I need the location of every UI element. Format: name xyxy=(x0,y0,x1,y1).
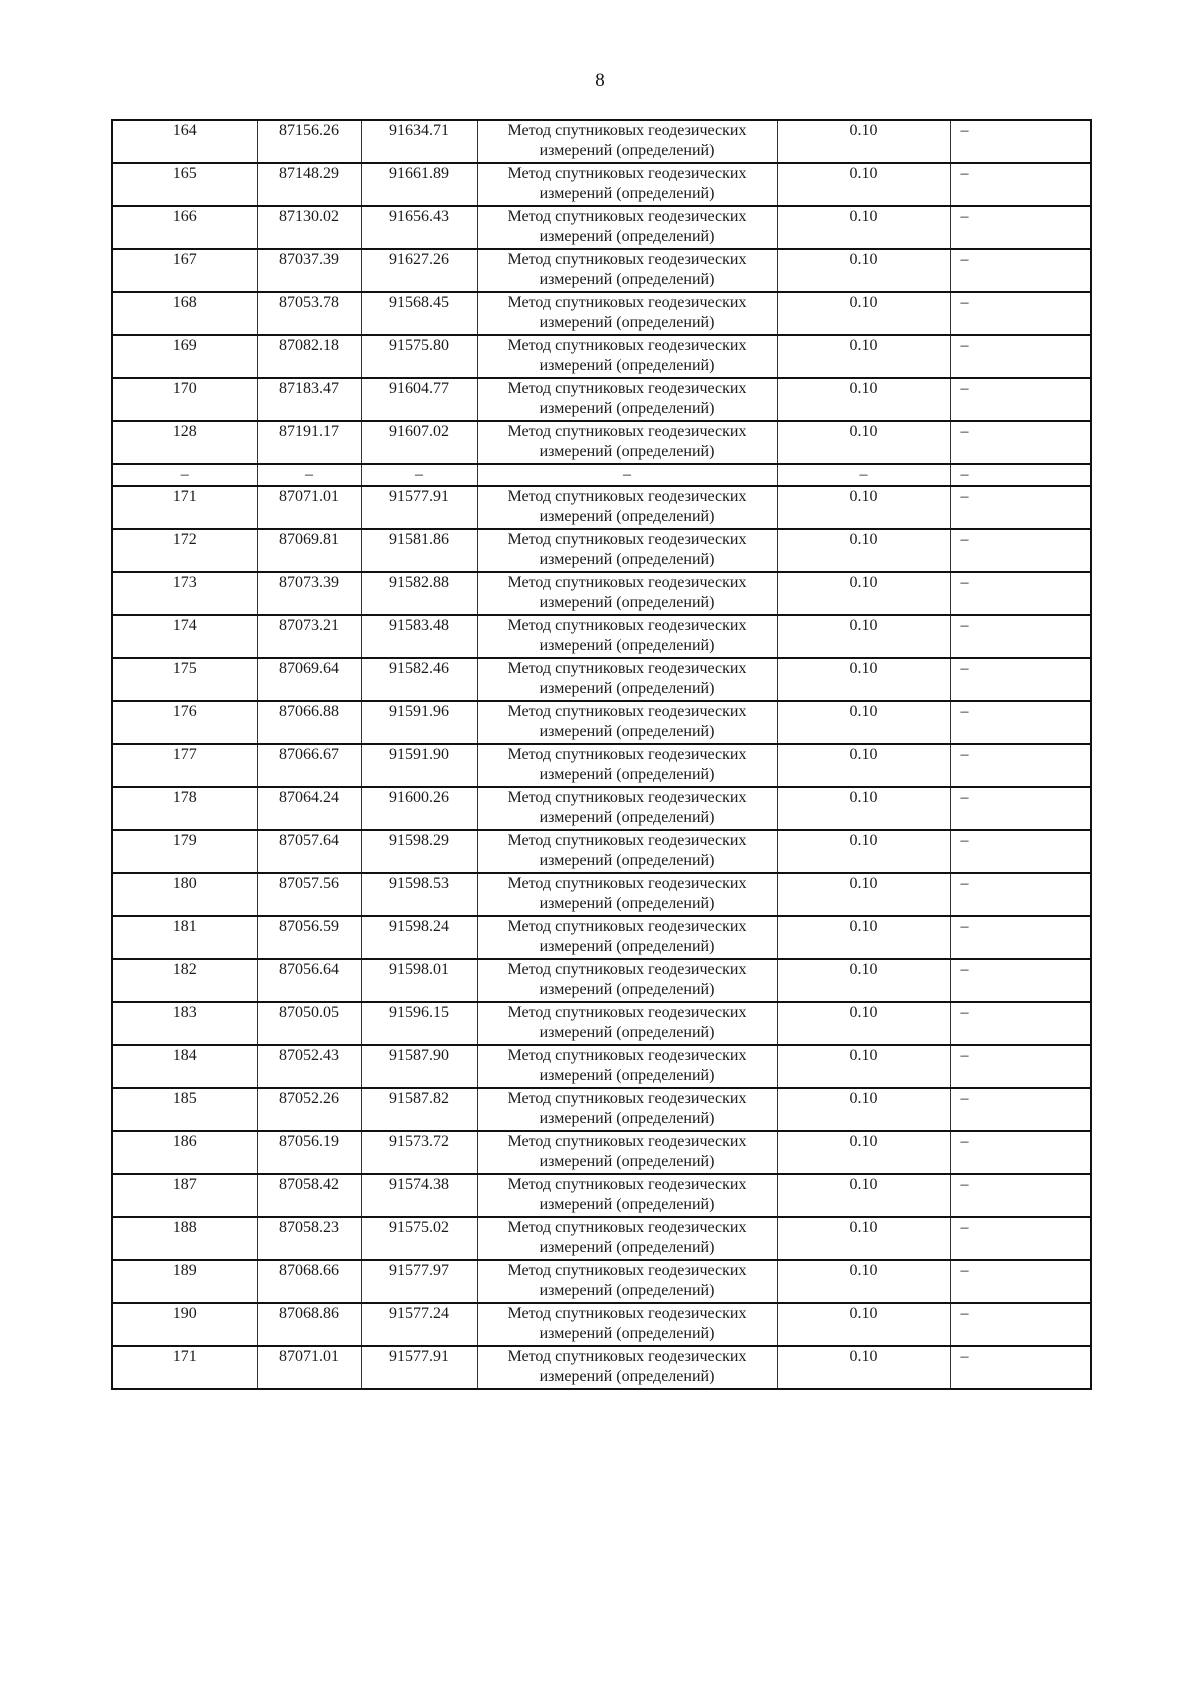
table-row xyxy=(112,292,1091,335)
accuracy-cell: 0.10 xyxy=(777,1303,950,1346)
y-coordinate-cell: 91577.91 xyxy=(361,1346,477,1389)
note-cell: – xyxy=(950,744,1091,787)
y-coordinate-cell: 91577.24 xyxy=(361,1303,477,1346)
point-number-cell: 181 xyxy=(112,916,257,959)
x-coordinate-cell: 87191.17 xyxy=(257,421,361,464)
accuracy-cell: 0.10 xyxy=(777,1002,950,1045)
point-number-cell: 177 xyxy=(112,744,257,787)
point-number-cell: 190 xyxy=(112,1303,257,1346)
method-line-1: Метод спутниковых геодезических xyxy=(507,1047,747,1064)
accuracy-cell: 0.10 xyxy=(777,1131,950,1174)
method-cell xyxy=(477,464,777,486)
method-cell xyxy=(477,1260,777,1303)
table-row xyxy=(112,1002,1091,1045)
method-line-1: Метод спутниковых геодезических xyxy=(507,165,747,182)
x-coordinate-cell: 87052.43 xyxy=(257,1045,361,1088)
accuracy-cell: 0.10 xyxy=(777,206,950,249)
y-coordinate-cell: 91607.02 xyxy=(361,421,477,464)
x-coordinate-cell: 87082.18 xyxy=(257,335,361,378)
y-coordinate-cell: 91600.26 xyxy=(361,787,477,830)
y-coordinate-cell: 91575.02 xyxy=(361,1217,477,1260)
method-cell xyxy=(477,1303,777,1346)
accuracy-cell: – xyxy=(777,464,950,486)
method-line-1: Метод спутниковых геодезических xyxy=(507,1090,747,1107)
note-cell: – xyxy=(950,421,1091,464)
note-cell: – xyxy=(950,701,1091,744)
accuracy-cell: 0.10 xyxy=(777,916,950,959)
y-coordinate-cell: 91577.91 xyxy=(361,486,477,529)
method-line-1: Метод спутниковых геодезических xyxy=(507,961,747,978)
method-cell xyxy=(477,421,777,464)
x-coordinate-cell: 87052.26 xyxy=(257,1088,361,1131)
table-row xyxy=(112,378,1091,421)
method-line-2: измерений (определений) xyxy=(539,1024,715,1041)
method-cell xyxy=(477,1174,777,1217)
table-row xyxy=(112,916,1091,959)
point-number-cell: 176 xyxy=(112,701,257,744)
accuracy-cell: 0.10 xyxy=(777,959,950,1002)
y-coordinate-cell: 91598.24 xyxy=(361,916,477,959)
method-cell xyxy=(477,529,777,572)
method-cell xyxy=(477,120,777,163)
y-coordinate-cell: 91587.82 xyxy=(361,1088,477,1131)
method-cell xyxy=(477,873,777,916)
method-line-1: Метод спутниковых геодезических xyxy=(507,251,747,268)
y-coordinate-cell: 91656.43 xyxy=(361,206,477,249)
table-row xyxy=(112,787,1091,830)
table-row xyxy=(112,959,1091,1002)
x-coordinate-cell: 87071.01 xyxy=(257,1346,361,1389)
method-line-2: измерений (определений) xyxy=(539,1368,715,1385)
method-line-1: Метод спутниковых геодезических xyxy=(507,875,747,892)
point-number-cell: 167 xyxy=(112,249,257,292)
x-coordinate-cell: 87058.42 xyxy=(257,1174,361,1217)
table-row xyxy=(112,701,1091,744)
note-cell: – xyxy=(950,873,1091,916)
method-line-1: Метод спутниковых геодезических xyxy=(507,1305,747,1322)
x-coordinate-cell: 87050.05 xyxy=(257,1002,361,1045)
accuracy-cell: 0.10 xyxy=(777,701,950,744)
accuracy-cell: 0.10 xyxy=(777,1045,950,1088)
y-coordinate-cell: 91627.26 xyxy=(361,249,477,292)
method-line-1: – xyxy=(623,466,631,483)
method-line-2: измерений (определений) xyxy=(539,852,715,869)
x-coordinate-cell: 87073.39 xyxy=(257,572,361,615)
table-row xyxy=(112,120,1091,163)
point-number-cell: 182 xyxy=(112,959,257,1002)
method-line-1: Метод спутниковых геодезических xyxy=(507,488,747,505)
method-line-1: Метод спутниковых геодезических xyxy=(507,337,747,354)
x-coordinate-cell: 87066.88 xyxy=(257,701,361,744)
y-coordinate-cell: 91598.29 xyxy=(361,830,477,873)
x-coordinate-cell: 87156.26 xyxy=(257,120,361,163)
note-cell: – xyxy=(950,916,1091,959)
point-number-cell: 168 xyxy=(112,292,257,335)
method-cell xyxy=(477,1088,777,1131)
method-cell xyxy=(477,701,777,744)
note-cell: – xyxy=(950,464,1091,486)
method-cell xyxy=(477,292,777,335)
method-line-2: измерений (определений) xyxy=(539,551,715,568)
method-line-1: Метод спутниковых геодезических xyxy=(507,294,747,311)
note-cell: – xyxy=(950,292,1091,335)
x-coordinate-cell: 87148.29 xyxy=(257,163,361,206)
accuracy-cell: 0.10 xyxy=(777,378,950,421)
method-line-1: Метод спутниковых геодезических xyxy=(507,531,747,548)
x-coordinate-cell: 87066.67 xyxy=(257,744,361,787)
accuracy-cell: 0.10 xyxy=(777,529,950,572)
method-line-2: измерений (определений) xyxy=(539,680,715,697)
method-cell xyxy=(477,1045,777,1088)
note-cell: – xyxy=(950,615,1091,658)
method-cell xyxy=(477,658,777,701)
point-number-cell: – xyxy=(112,464,257,486)
accuracy-cell: 0.10 xyxy=(777,163,950,206)
method-line-2: измерений (определений) xyxy=(539,766,715,783)
method-line-1: Метод спутниковых геодезических xyxy=(507,1176,747,1193)
x-coordinate-cell: 87069.81 xyxy=(257,529,361,572)
method-line-1: Метод спутниковых геодезических xyxy=(507,918,747,935)
table-body xyxy=(112,120,1091,1389)
point-number-cell: 165 xyxy=(112,163,257,206)
accuracy-cell: 0.10 xyxy=(777,1088,950,1131)
note-cell: – xyxy=(950,249,1091,292)
x-coordinate-cell: 87056.64 xyxy=(257,959,361,1002)
x-coordinate-cell: 87057.64 xyxy=(257,830,361,873)
method-line-1: Метод спутниковых геодезических xyxy=(507,660,747,677)
method-line-1: Метод спутниковых геодезических xyxy=(507,746,747,763)
point-number-cell: 171 xyxy=(112,1346,257,1389)
note-cell: – xyxy=(950,378,1091,421)
accuracy-cell: 0.10 xyxy=(777,1174,950,1217)
table-row xyxy=(112,1131,1091,1174)
method-line-2: измерений (определений) xyxy=(539,357,715,374)
method-cell xyxy=(477,249,777,292)
x-coordinate-cell: 87068.86 xyxy=(257,1303,361,1346)
method-line-2: измерений (определений) xyxy=(539,1239,715,1256)
method-cell xyxy=(477,163,777,206)
table-row xyxy=(112,830,1091,873)
coordinates-table xyxy=(111,119,1092,1390)
note-cell: – xyxy=(950,572,1091,615)
x-coordinate-cell: 87058.23 xyxy=(257,1217,361,1260)
method-cell xyxy=(477,572,777,615)
note-cell: – xyxy=(950,658,1091,701)
accuracy-cell: 0.10 xyxy=(777,120,950,163)
method-line-2: измерений (определений) xyxy=(539,1282,715,1299)
accuracy-cell: 0.10 xyxy=(777,486,950,529)
method-line-2: измерений (определений) xyxy=(539,938,715,955)
point-number-cell: 179 xyxy=(112,830,257,873)
method-line-2: измерений (определений) xyxy=(539,443,715,460)
method-line-2: измерений (определений) xyxy=(539,142,715,159)
x-coordinate-cell: 87053.78 xyxy=(257,292,361,335)
method-line-2: измерений (определений) xyxy=(539,1110,715,1127)
accuracy-cell: 0.10 xyxy=(777,787,950,830)
accuracy-cell: 0.10 xyxy=(777,744,950,787)
point-number-cell: 170 xyxy=(112,378,257,421)
accuracy-cell: 0.10 xyxy=(777,1260,950,1303)
method-cell xyxy=(477,1217,777,1260)
point-number-cell: 166 xyxy=(112,206,257,249)
x-coordinate-cell: 87183.47 xyxy=(257,378,361,421)
x-coordinate-cell: 87037.39 xyxy=(257,249,361,292)
y-coordinate-cell: 91598.01 xyxy=(361,959,477,1002)
method-cell xyxy=(477,1002,777,1045)
point-number-cell: 183 xyxy=(112,1002,257,1045)
x-coordinate-cell: 87069.64 xyxy=(257,658,361,701)
note-cell: – xyxy=(950,1303,1091,1346)
method-line-2: измерений (определений) xyxy=(539,1196,715,1213)
table-row xyxy=(112,744,1091,787)
y-coordinate-cell: 91596.15 xyxy=(361,1002,477,1045)
note-cell: – xyxy=(950,163,1091,206)
page-number: 8 xyxy=(595,70,605,91)
point-number-cell: 174 xyxy=(112,615,257,658)
x-coordinate-cell: 87056.59 xyxy=(257,916,361,959)
method-line-1: Метод спутниковых геодезических xyxy=(507,703,747,720)
y-coordinate-cell: 91575.80 xyxy=(361,335,477,378)
method-cell xyxy=(477,744,777,787)
table-row xyxy=(112,529,1091,572)
method-line-2: измерений (определений) xyxy=(539,508,715,525)
accuracy-cell: 0.10 xyxy=(777,292,950,335)
note-cell: – xyxy=(950,1217,1091,1260)
y-coordinate-cell: 91577.97 xyxy=(361,1260,477,1303)
point-number-cell: 187 xyxy=(112,1174,257,1217)
method-cell xyxy=(477,1131,777,1174)
point-number-cell: 188 xyxy=(112,1217,257,1260)
table-row xyxy=(112,615,1091,658)
note-cell: – xyxy=(950,1346,1091,1389)
accuracy-cell: 0.10 xyxy=(777,830,950,873)
method-line-1: Метод спутниковых геодезических xyxy=(507,1004,747,1021)
point-number-cell: 171 xyxy=(112,486,257,529)
note-cell: – xyxy=(950,1174,1091,1217)
method-cell xyxy=(477,916,777,959)
method-line-1: Метод спутниковых геодезических xyxy=(507,380,747,397)
table-row xyxy=(112,1346,1091,1389)
table-row xyxy=(112,572,1091,615)
table-separator-row xyxy=(112,464,1091,486)
accuracy-cell: 0.10 xyxy=(777,1346,950,1389)
method-line-1: Метод спутниковых геодезических xyxy=(507,574,747,591)
method-line-2: измерений (определений) xyxy=(539,1067,715,1084)
y-coordinate-cell: 91574.38 xyxy=(361,1174,477,1217)
y-coordinate-cell: – xyxy=(361,464,477,486)
x-coordinate-cell: 87056.19 xyxy=(257,1131,361,1174)
y-coordinate-cell: 91634.71 xyxy=(361,120,477,163)
table-row xyxy=(112,249,1091,292)
method-cell xyxy=(477,335,777,378)
method-cell xyxy=(477,787,777,830)
method-line-2: измерений (определений) xyxy=(539,637,715,654)
method-cell xyxy=(477,486,777,529)
method-line-2: измерений (определений) xyxy=(539,809,715,826)
y-coordinate-cell: 91583.48 xyxy=(361,615,477,658)
y-coordinate-cell: 91604.77 xyxy=(361,378,477,421)
y-coordinate-cell: 91581.86 xyxy=(361,529,477,572)
method-cell xyxy=(477,959,777,1002)
method-line-2: измерений (определений) xyxy=(539,594,715,611)
note-cell: – xyxy=(950,830,1091,873)
point-number-cell: 164 xyxy=(112,120,257,163)
point-number-cell: 169 xyxy=(112,335,257,378)
accuracy-cell: 0.10 xyxy=(777,421,950,464)
note-cell: – xyxy=(950,486,1091,529)
table-row xyxy=(112,421,1091,464)
table-row xyxy=(112,335,1091,378)
table-row xyxy=(112,1088,1091,1131)
method-line-2: измерений (определений) xyxy=(539,1325,715,1342)
y-coordinate-cell: 91582.88 xyxy=(361,572,477,615)
point-number-cell: 128 xyxy=(112,421,257,464)
accuracy-cell: 0.10 xyxy=(777,249,950,292)
note-cell: – xyxy=(950,335,1091,378)
accuracy-cell: 0.10 xyxy=(777,1217,950,1260)
method-line-1: Метод спутниковых геодезических xyxy=(507,423,747,440)
y-coordinate-cell: 91591.96 xyxy=(361,701,477,744)
point-number-cell: 186 xyxy=(112,1131,257,1174)
table-row xyxy=(112,486,1091,529)
note-cell: – xyxy=(950,529,1091,572)
method-line-2: измерений (определений) xyxy=(539,271,715,288)
y-coordinate-cell: 91573.72 xyxy=(361,1131,477,1174)
x-coordinate-cell: – xyxy=(257,464,361,486)
method-line-1: Метод спутниковых геодезических xyxy=(507,1133,747,1150)
method-line-2: измерений (определений) xyxy=(539,1153,715,1170)
x-coordinate-cell: 87068.66 xyxy=(257,1260,361,1303)
y-coordinate-cell: 91598.53 xyxy=(361,873,477,916)
accuracy-cell: 0.10 xyxy=(777,873,950,916)
table-row xyxy=(112,206,1091,249)
method-cell xyxy=(477,378,777,421)
x-coordinate-cell: 87130.02 xyxy=(257,206,361,249)
note-cell: – xyxy=(950,1260,1091,1303)
method-line-1: Метод спутниковых геодезических xyxy=(507,208,747,225)
note-cell: – xyxy=(950,787,1091,830)
method-line-1: Метод спутниковых геодезических xyxy=(507,1262,747,1279)
y-coordinate-cell: 91661.89 xyxy=(361,163,477,206)
table-row xyxy=(112,1174,1091,1217)
point-number-cell: 173 xyxy=(112,572,257,615)
method-line-1: Метод спутниковых геодезических xyxy=(507,617,747,634)
method-line-2: измерений (определений) xyxy=(539,723,715,740)
note-cell: – xyxy=(950,959,1091,1002)
method-line-1: Метод спутниковых геодезических xyxy=(507,832,747,849)
table-row xyxy=(112,1217,1091,1260)
note-cell: – xyxy=(950,1045,1091,1088)
point-number-cell: 178 xyxy=(112,787,257,830)
y-coordinate-cell: 91591.90 xyxy=(361,744,477,787)
method-line-2: измерений (определений) xyxy=(539,185,715,202)
accuracy-cell: 0.10 xyxy=(777,572,950,615)
point-number-cell: 189 xyxy=(112,1260,257,1303)
x-coordinate-cell: 87064.24 xyxy=(257,787,361,830)
method-line-2: измерений (определений) xyxy=(539,981,715,998)
y-coordinate-cell: 91568.45 xyxy=(361,292,477,335)
table-row xyxy=(112,163,1091,206)
method-cell xyxy=(477,1346,777,1389)
method-line-2: измерений (определений) xyxy=(539,228,715,245)
note-cell: – xyxy=(950,1131,1091,1174)
table-row xyxy=(112,1045,1091,1088)
y-coordinate-cell: 91587.90 xyxy=(361,1045,477,1088)
point-number-cell: 185 xyxy=(112,1088,257,1131)
table-row xyxy=(112,658,1091,701)
method-line-2: измерений (определений) xyxy=(539,314,715,331)
method-line-2: измерений (определений) xyxy=(539,895,715,912)
note-cell: – xyxy=(950,1002,1091,1045)
note-cell: – xyxy=(950,206,1091,249)
table-row xyxy=(112,1260,1091,1303)
method-cell xyxy=(477,206,777,249)
note-cell: – xyxy=(950,1088,1091,1131)
method-line-1: Метод спутниковых геодезических xyxy=(507,789,747,806)
point-number-cell: 175 xyxy=(112,658,257,701)
y-coordinate-cell: 91582.46 xyxy=(361,658,477,701)
table-row xyxy=(112,873,1091,916)
method-line-1: Метод спутниковых геодезических xyxy=(507,1348,747,1365)
accuracy-cell: 0.10 xyxy=(777,335,950,378)
note-cell: – xyxy=(950,120,1091,163)
x-coordinate-cell: 87073.21 xyxy=(257,615,361,658)
table-row xyxy=(112,1303,1091,1346)
accuracy-cell: 0.10 xyxy=(777,658,950,701)
method-cell xyxy=(477,615,777,658)
method-cell xyxy=(477,830,777,873)
x-coordinate-cell: 87071.01 xyxy=(257,486,361,529)
x-coordinate-cell: 87057.56 xyxy=(257,873,361,916)
method-line-1: Метод спутниковых геодезических xyxy=(507,122,747,139)
accuracy-cell: 0.10 xyxy=(777,615,950,658)
method-line-2: измерений (определений) xyxy=(539,400,715,417)
point-number-cell: 184 xyxy=(112,1045,257,1088)
point-number-cell: 180 xyxy=(112,873,257,916)
point-number-cell: 172 xyxy=(112,529,257,572)
method-line-1: Метод спутниковых геодезических xyxy=(507,1219,747,1236)
